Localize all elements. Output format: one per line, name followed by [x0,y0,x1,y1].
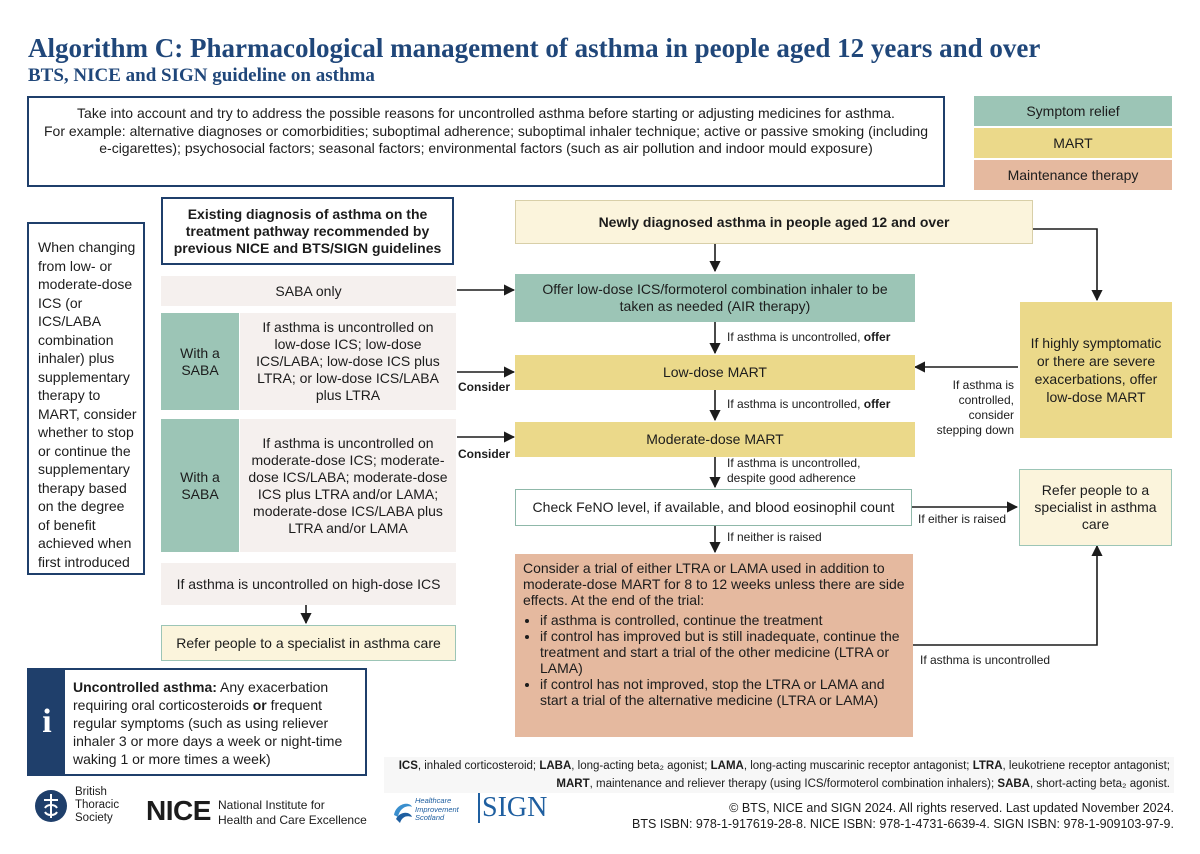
page-title: Algorithm C: Pharmacological management of asthma in people aged 12 years and over [28,33,1041,63]
step-label-2: If asthma is uncontrolled, offer [727,397,891,411]
with-saba-label-2: With a SABA [161,419,239,552]
either-raised-label: If either is raised [918,512,1007,526]
moderate-dose-mart-box: Moderate-dose MART [515,422,915,457]
info-bold: Uncontrolled asthma: [73,679,217,695]
existing-diagnosis-header: Existing diagnosis of asthma on the treatment pathway recommended by previous NICE and BTS/SIGN guidelines [161,197,454,265]
stepping-down-label: If asthma is controlled, consider stepping down [936,378,1014,437]
info-icon-panel [29,670,65,774]
bts-logo: British Thoracic Society [33,786,143,828]
air-therapy-box: Offer low-dose ICS/formoterol combination inhaler to be taken as needed (AIR therapy) [515,274,915,322]
step-label-3: If asthma is uncontrolled, despite good adherence [727,456,861,485]
trial-bullet-3: • if control has not improved, stop the LTRA or LAMA and start a trial of the alternative medicine (LTRA or LAMA) [540,676,905,708]
info-text-2: frequent regular symptoms (such as using reliever inhaler 3 or more days a week or night-time waking 1 or more times a week) [73,697,343,767]
legend-symptom-relief: Symptom relief [974,96,1172,126]
sign-logo: SIGN [478,793,547,823]
info-box [27,668,367,776]
info-or: or [252,697,267,713]
consider-label-2: Consider [458,447,511,461]
consider-label-1: Consider [458,380,511,394]
bts-emblem-icon [33,786,69,826]
refer-specialist-right-box: Refer people to a specialist in asthma care [1019,469,1172,546]
refer-specialist-left-box: Refer people to a specialist in asthma care [161,625,456,661]
trial-bullet-2: • if control has improved but is still inadequate, continue the treatment and start a trial of the other medicine (LTRA or LAMA) [540,628,905,676]
arrow-trial-to-refer [913,546,1097,645]
trial-uncontrolled-label: If asthma is uncontrolled [920,653,1051,667]
legend-mart: MART [974,128,1172,158]
intro-box [27,96,945,187]
low-dose-mart-box: Low-dose MART [515,355,915,390]
abbreviations: ICS, inhaled corticosteroid; LABA, long-acting beta₂ agonist; LAMA, long-acting muscarinic receptor antagonist; LTRA, leukotriene receptor antagonist; MART, maintenance and reliever therapy (using ICS/formoterol combination inhalers); SABA, short-acting beta₂ agonist. [384,757,1174,793]
nice-logo: NICE [146,795,211,826]
legend-maintenance-therapy: Maintenance therapy [974,160,1172,190]
step-label-1: If asthma is uncontrolled, offer [727,330,891,344]
uncontrolled-high-dose-box: If asthma is uncontrolled on high-dose ICS [161,563,456,605]
page-subtitle: BTS, NICE and SIGN guideline on asthma [28,65,375,86]
with-saba-label-1: With a SABA [161,313,239,410]
intro-line-1: Take into account and try to address the possible reasons for uncontrolled asthma before starting or adjusting medicines for asthma. [77,105,895,121]
left-note: When changing from low- or moderate-dose ICS (or ICS/LABA combination inhaler) plus supplementary therapy to MART, consider whether to stop or continue the supplementary therapy based on the degree of benefit achieved when first introduced [27,222,145,575]
neither-raised-label: If neither is raised [727,530,822,544]
feno-box: Check FeNO level, if available, and blood eosinophil count [515,489,912,526]
arrow-newly-to-highly [1032,229,1097,300]
saba-only-box: SABA only [161,276,456,306]
his-logo: Healthcare Improvement Scotland [390,797,475,825]
uncontrolled-low-dose-box: If asthma is uncontrolled on low-dose ICS; low-dose ICS/LABA; low-dose ICS plus LTRA; or low-dose ICS/LABA plus LTRA [240,313,456,410]
trial-intro: Consider a trial of either LTRA or LAMA used in addition to moderate-dose MART for 8 to 12 weeks unless there are side effects. At the end of the trial: [523,560,905,608]
newly-diagnosed-box: Newly diagnosed asthma in people aged 12 and over [515,200,1033,244]
highly-symptomatic-box: If highly symptomatic or there are severe exacerbations, offer low-dose MART [1020,302,1172,438]
intro-line-2: For example: alternative diagnoses or comorbidities; suboptimal adherence; suboptimal inhaler technique; active or passive smoking (including e-cigarettes); psychosocial factors; seasonal factors; environmental factors (such as air pollution and indoor mould exposure) [43,122,929,156]
info-text [73,678,363,768]
info-text-1: Any exacerbation requiring oral corticosteroids [73,679,329,713]
info-icon: i [42,703,52,740]
copyright [600,800,1174,832]
copyright-line: © BTS, NICE and SIGN 2024. All rights reserved. Last updated November 2024. [729,801,1174,815]
uncontrolled-moderate-dose-box: If asthma is uncontrolled on moderate-dose ICS; moderate-dose ICS/LABA; moderate-dose ICS plus LTRA and/or LAMA; moderate-dose ICS/LABA plus LTRA and/or LAMA [240,419,456,552]
trial-bullet-1: • if asthma is controlled, continue the treatment [540,612,905,628]
trial-box [515,554,913,737]
isbn-line: BTS ISBN: 978-1-917619-28-8. NICE ISBN: 978-1-4731-6639-4. SIGN ISBN: 978-1-909103-97-9. [632,817,1174,831]
nice-name: National Institute for Health and Care Excellence [218,798,367,827]
his-swirl-icon [390,797,416,825]
